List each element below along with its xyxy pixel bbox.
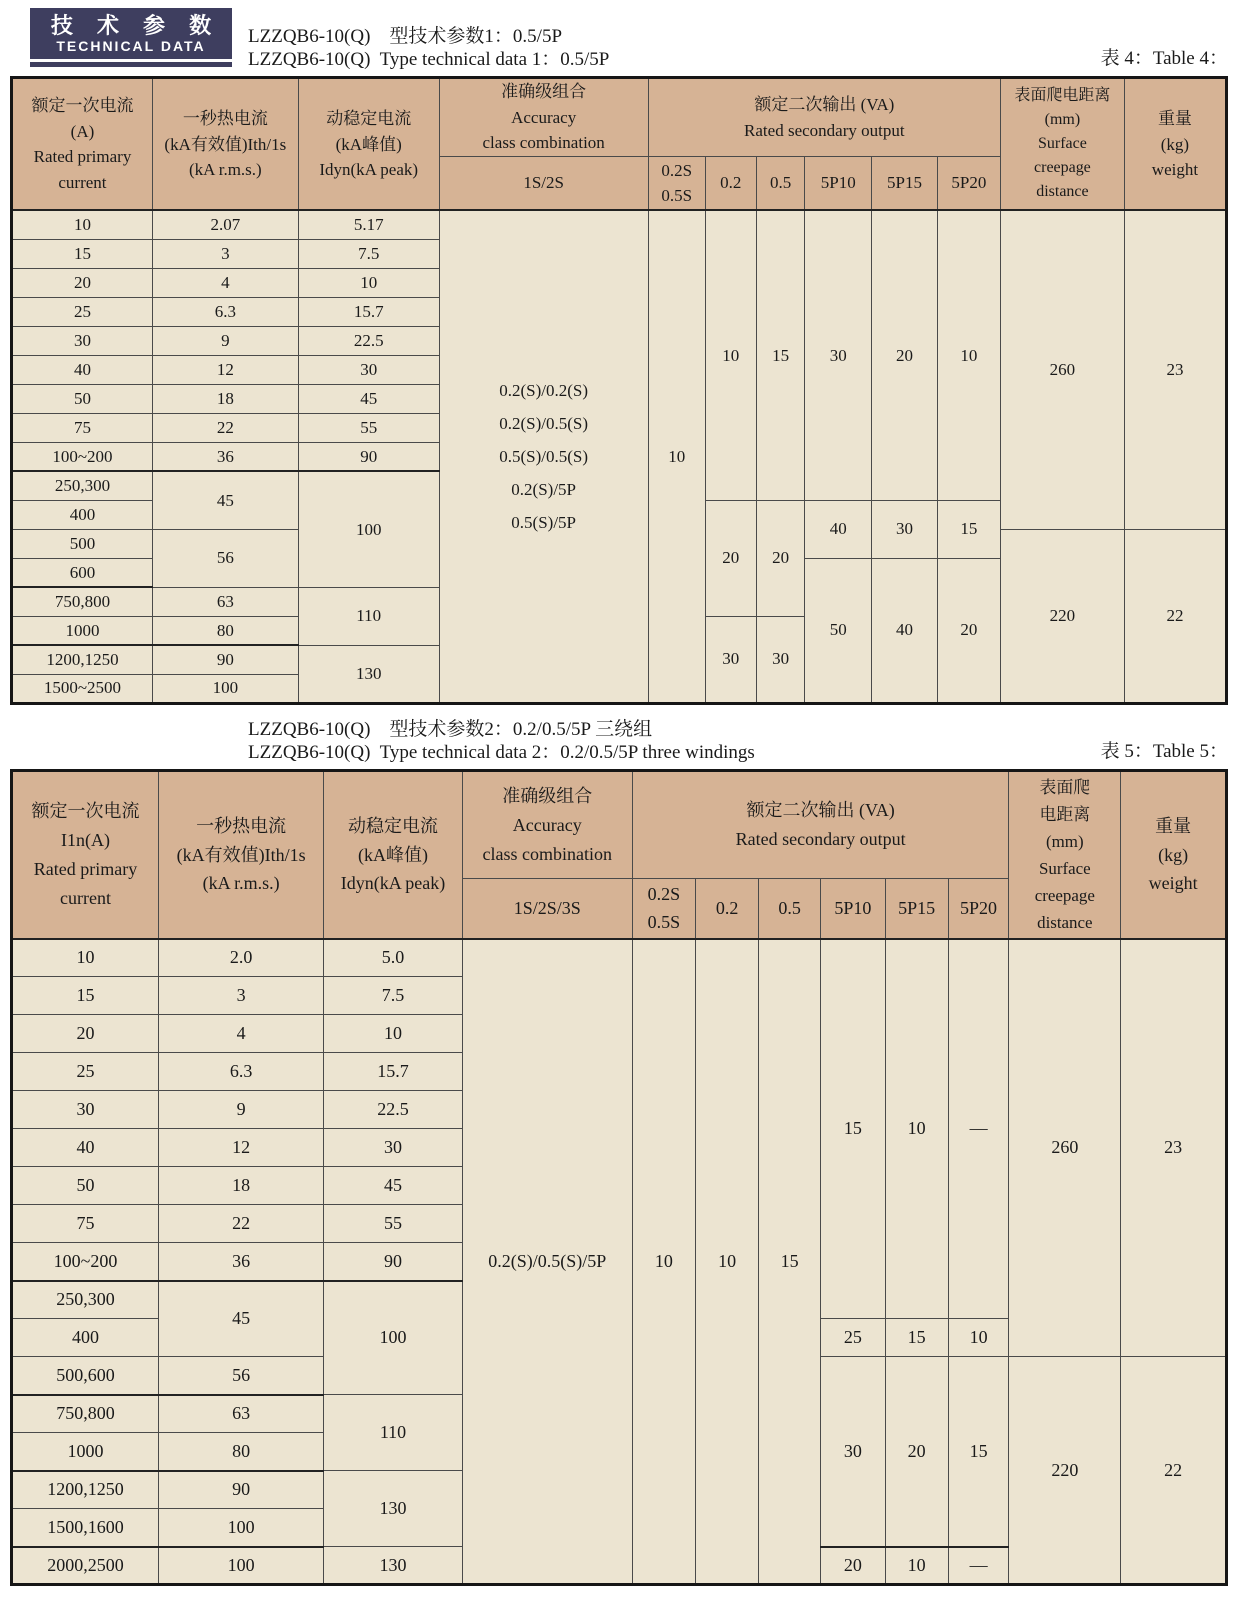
table5-header-cell: 额定二次输出 (VA) Rated secondary output bbox=[632, 771, 1009, 879]
table5-title bbox=[248, 718, 755, 764]
table4-cell: 10 bbox=[12, 210, 153, 239]
table5-cell: 30 bbox=[821, 1357, 885, 1547]
table4-cell: 6.3 bbox=[152, 297, 298, 326]
table4-cell: 10 bbox=[648, 210, 705, 703]
table5-cell: 12 bbox=[159, 1129, 324, 1167]
table4-cell: 20 bbox=[872, 210, 938, 500]
table5-header-cell: 表面爬 电距离 (mm) Surface creepage distance bbox=[1009, 771, 1121, 939]
table4-header-cell: 1S/2S bbox=[439, 156, 648, 210]
table5-cell: 1500,1600 bbox=[12, 1509, 159, 1547]
table4-cell: 75 bbox=[12, 413, 153, 442]
table4-cell: 50 bbox=[12, 384, 153, 413]
table4-header-cell: 额定一次电流 (A) Rated primary current bbox=[12, 78, 153, 211]
table4-label: 表 4：Table 4： bbox=[1100, 48, 1228, 70]
table5-cell: 400 bbox=[12, 1319, 159, 1357]
table5-cell: 80 bbox=[159, 1433, 324, 1471]
table5-header-row bbox=[12, 771, 1227, 879]
table4-title-zh: LZZQB6-10(Q) 型技术参数1：0.5/5P bbox=[248, 26, 563, 47]
table5-cell: 90 bbox=[324, 1243, 463, 1281]
table5-header-cell: 一秒热电流 (kA有效值)Ith/1s (kA r.m.s.) bbox=[159, 771, 324, 939]
table5-cell: 20 bbox=[12, 1015, 159, 1053]
badge-block bbox=[30, 8, 232, 59]
table5-cell: 20 bbox=[885, 1357, 948, 1547]
table5 bbox=[10, 769, 1228, 1586]
table4-header-cell: 0.5 bbox=[756, 156, 805, 210]
table4-cell: 22.5 bbox=[298, 326, 439, 355]
table5-cell: 10 bbox=[885, 1547, 948, 1585]
table5-cell: 1000 bbox=[12, 1433, 159, 1471]
table5-label: 表 5：Table 5： bbox=[1100, 741, 1228, 763]
table4-cell: 2.07 bbox=[152, 210, 298, 239]
table4-cell: 25 bbox=[12, 297, 153, 326]
table5-title-en: LZZQB6-10(Q) Type technical data 2：0.2/0.5/5P three windings bbox=[248, 742, 755, 764]
table4-cell: 30 bbox=[805, 210, 872, 500]
table5-cell: 1200,1250 bbox=[12, 1471, 159, 1509]
table4-cell: 56 bbox=[152, 529, 298, 587]
technical-data-badge bbox=[30, 8, 232, 67]
table4-title-en: LZZQB6-10(Q) Type technical data 1：0.5/5P bbox=[248, 49, 610, 71]
table5-cell: 100~200 bbox=[12, 1243, 159, 1281]
table4-cell: 45 bbox=[298, 384, 439, 413]
table5-cell: 6.3 bbox=[159, 1053, 324, 1091]
table4-header-cell: 表面爬电距离 (mm) Surface creepage distance bbox=[1000, 78, 1124, 211]
table5-cell: 10 bbox=[324, 1015, 463, 1053]
table4-cell: 750,800 bbox=[12, 587, 153, 616]
table4-cell: 1200,1250 bbox=[12, 645, 153, 674]
table4-cell: 15 bbox=[12, 239, 153, 268]
table5-cell: 36 bbox=[159, 1243, 324, 1281]
table5-cell: 220 bbox=[1009, 1357, 1121, 1585]
table4-header-cell: 5P15 bbox=[872, 156, 938, 210]
table5-cell: 15 bbox=[948, 1357, 1009, 1547]
table5-header-cell: 额定一次电流 I1n(A) Rated primary current bbox=[12, 771, 159, 939]
table5-cell: 50 bbox=[12, 1167, 159, 1205]
table4-cell: 100~200 bbox=[12, 442, 153, 471]
table5-cell: 4 bbox=[159, 1015, 324, 1053]
table5-title-zh: LZZQB6-10(Q) 型技术参数2：0.2/0.5/5P 三绕组 bbox=[248, 718, 653, 740]
table4-header-cell: 额定二次输出 (VA) Rated secondary output bbox=[648, 78, 1000, 157]
table5-cell: 100 bbox=[159, 1547, 324, 1585]
table4-cell: 23 bbox=[1124, 210, 1226, 529]
table4-cell: 250,300 bbox=[12, 471, 153, 500]
table4-cell: 63 bbox=[152, 587, 298, 616]
table5-cell: 45 bbox=[159, 1281, 324, 1357]
table4-header-cell: 动稳定电流 (kA峰值) Idyn(kA peak) bbox=[298, 78, 439, 211]
table5-cell: 25 bbox=[821, 1319, 885, 1357]
table5-header-cell: 0.2 bbox=[696, 879, 759, 939]
table5-cell: 15 bbox=[759, 939, 821, 1585]
table4-cell: 15 bbox=[937, 500, 1000, 558]
table5-cell: 20 bbox=[821, 1547, 885, 1585]
table5-header-cell: 5P20 bbox=[948, 879, 1009, 939]
table5-cell: — bbox=[948, 1547, 1009, 1585]
table4-cell: 3 bbox=[152, 239, 298, 268]
table4-cell: 10 bbox=[705, 210, 756, 500]
table4-cell: 22 bbox=[152, 413, 298, 442]
table5-cell: 22 bbox=[159, 1205, 324, 1243]
table4-cell: 130 bbox=[298, 645, 439, 703]
table5-header-cell: 重量 (kg) weight bbox=[1121, 771, 1227, 939]
table5-cell: 2.0 bbox=[159, 939, 324, 977]
table4-cell: 20 bbox=[937, 558, 1000, 703]
table5-cell: 22 bbox=[1121, 1357, 1227, 1585]
badge-title-en: TECHNICAL DATA bbox=[56, 38, 206, 55]
table5-cell: 22.5 bbox=[324, 1091, 463, 1129]
table4-cell: 100 bbox=[152, 674, 298, 703]
table5-row bbox=[12, 939, 1227, 977]
table5-cell: 0.2(S)/0.5(S)/5P bbox=[462, 939, 632, 1585]
table4-header-cell: 0.2 bbox=[705, 156, 756, 210]
table4-cell: 22 bbox=[1124, 529, 1226, 703]
table4-cell: 90 bbox=[298, 442, 439, 471]
table5-cell: 110 bbox=[324, 1395, 463, 1471]
table4-cell: 45 bbox=[152, 471, 298, 529]
table4-header-cell: 准确级组合 Accuracy class combination bbox=[439, 78, 648, 157]
badge-title-zh: 技 术 参 数 bbox=[50, 13, 221, 38]
table5-cell: 750,800 bbox=[12, 1395, 159, 1433]
table5-cell: 90 bbox=[159, 1471, 324, 1509]
table5-caption-row bbox=[10, 718, 1228, 764]
table5-cell: 7.5 bbox=[324, 977, 463, 1015]
table4-cell: 30 bbox=[705, 616, 756, 703]
table4-cell: 5.17 bbox=[298, 210, 439, 239]
table5-cell: 2000,2500 bbox=[12, 1547, 159, 1585]
table4-cell: 30 bbox=[298, 355, 439, 384]
table5-header-cell: 0.2S 0.5S bbox=[632, 879, 695, 939]
table4-cell: 400 bbox=[12, 500, 153, 529]
table4-cell: 90 bbox=[152, 645, 298, 674]
table4-cell: 20 bbox=[705, 500, 756, 616]
table4-cell: 12 bbox=[152, 355, 298, 384]
table5-header-cell: 0.5 bbox=[759, 879, 821, 939]
table5-cell: 10 bbox=[885, 939, 948, 1319]
table4-cell: 1500~2500 bbox=[12, 674, 153, 703]
table5-cell: 100 bbox=[324, 1281, 463, 1395]
table5-cell: 30 bbox=[324, 1129, 463, 1167]
table5-header-cell: 5P10 bbox=[821, 879, 885, 939]
table4-cell: 220 bbox=[1000, 529, 1124, 703]
table5-header-cell: 准确级组合 Accuracy class combination bbox=[462, 771, 632, 879]
table4-cell: 55 bbox=[298, 413, 439, 442]
table4-cell: 10 bbox=[298, 268, 439, 297]
table4-header-row bbox=[12, 78, 1227, 157]
table5-cell: 500,600 bbox=[12, 1357, 159, 1395]
table5-header-cell: 1S/2S/3S bbox=[462, 879, 632, 939]
table4-cell: 600 bbox=[12, 558, 153, 587]
table4-cell: 30 bbox=[872, 500, 938, 558]
table4-cell: 18 bbox=[152, 384, 298, 413]
table4-header-cell: 重量 (kg) weight bbox=[1124, 78, 1226, 211]
table5-cell: 55 bbox=[324, 1205, 463, 1243]
table5-cell: 9 bbox=[159, 1091, 324, 1129]
table4-cell: 20 bbox=[12, 268, 153, 297]
table5-cell: 15.7 bbox=[324, 1053, 463, 1091]
table5-cell: 15 bbox=[12, 977, 159, 1015]
table5-cell: 260 bbox=[1009, 939, 1121, 1357]
badge-underline bbox=[30, 62, 232, 67]
table4-cell: 1000 bbox=[12, 616, 153, 645]
table4-cell: 50 bbox=[805, 558, 872, 703]
table4-header-cell: 一秒热电流 (kA有效值)Ith/1s (kA r.m.s.) bbox=[152, 78, 298, 211]
table4-cell: 110 bbox=[298, 587, 439, 645]
table4-header-cell: 0.2S 0.5S bbox=[648, 156, 705, 210]
table5-cell: 10 bbox=[632, 939, 695, 1585]
table5-cell: 5.0 bbox=[324, 939, 463, 977]
table5-cell: 56 bbox=[159, 1357, 324, 1395]
table5-cell: 15 bbox=[885, 1319, 948, 1357]
table5-cell: 3 bbox=[159, 977, 324, 1015]
table5-cell: 250,300 bbox=[12, 1281, 159, 1319]
table4-cell: 7.5 bbox=[298, 239, 439, 268]
table5-cell: 130 bbox=[324, 1471, 463, 1547]
table5-cell: 23 bbox=[1121, 939, 1227, 1357]
table5-cell: 100 bbox=[159, 1509, 324, 1547]
table4-cell: 100 bbox=[298, 471, 439, 587]
table4-cell: 80 bbox=[152, 616, 298, 645]
table4-cell: 30 bbox=[12, 326, 153, 355]
table4-cell: 15 bbox=[756, 210, 805, 500]
table4-header-cell: 5P20 bbox=[937, 156, 1000, 210]
table5-cell: 15 bbox=[821, 939, 885, 1319]
table5-cell: 40 bbox=[12, 1129, 159, 1167]
table5-cell: 25 bbox=[12, 1053, 159, 1091]
table4-cell: 260 bbox=[1000, 210, 1124, 529]
table5-cell: — bbox=[948, 939, 1009, 1319]
table4-cell: 500 bbox=[12, 529, 153, 558]
table5-cell: 30 bbox=[12, 1091, 159, 1129]
table4-cell: 4 bbox=[152, 268, 298, 297]
table4-cell: 40 bbox=[872, 558, 938, 703]
table5-cell: 10 bbox=[948, 1319, 1009, 1357]
table4-cell: 10 bbox=[937, 210, 1000, 500]
table4-header-cell: 5P10 bbox=[805, 156, 872, 210]
table4-title bbox=[248, 25, 609, 71]
table5-cell: 18 bbox=[159, 1167, 324, 1205]
table4-cell: 40 bbox=[12, 355, 153, 384]
table4-cell: 20 bbox=[756, 500, 805, 616]
table4-cell: 36 bbox=[152, 442, 298, 471]
table4-cell: 0.2(S)/0.2(S) 0.2(S)/0.5(S) 0.5(S)/0.5(S) 0.2(S)/5P 0.5(S)/5P bbox=[439, 210, 648, 703]
table4-cell: 40 bbox=[805, 500, 872, 558]
table5-cell: 10 bbox=[696, 939, 759, 1585]
table5-cell: 130 bbox=[324, 1547, 463, 1585]
table4-cell: 30 bbox=[756, 616, 805, 703]
table5-cell: 75 bbox=[12, 1205, 159, 1243]
table4-cell: 9 bbox=[152, 326, 298, 355]
table4 bbox=[10, 76, 1228, 705]
table5-cell: 45 bbox=[324, 1167, 463, 1205]
table5-header-cell: 动稳定电流 (kA峰值) Idyn(kA peak) bbox=[324, 771, 463, 939]
table5-cell: 63 bbox=[159, 1395, 324, 1433]
table5-header-cell: 5P15 bbox=[885, 879, 948, 939]
table5-cell: 10 bbox=[12, 939, 159, 977]
table4-row bbox=[12, 210, 1227, 239]
table4-cell: 15.7 bbox=[298, 297, 439, 326]
